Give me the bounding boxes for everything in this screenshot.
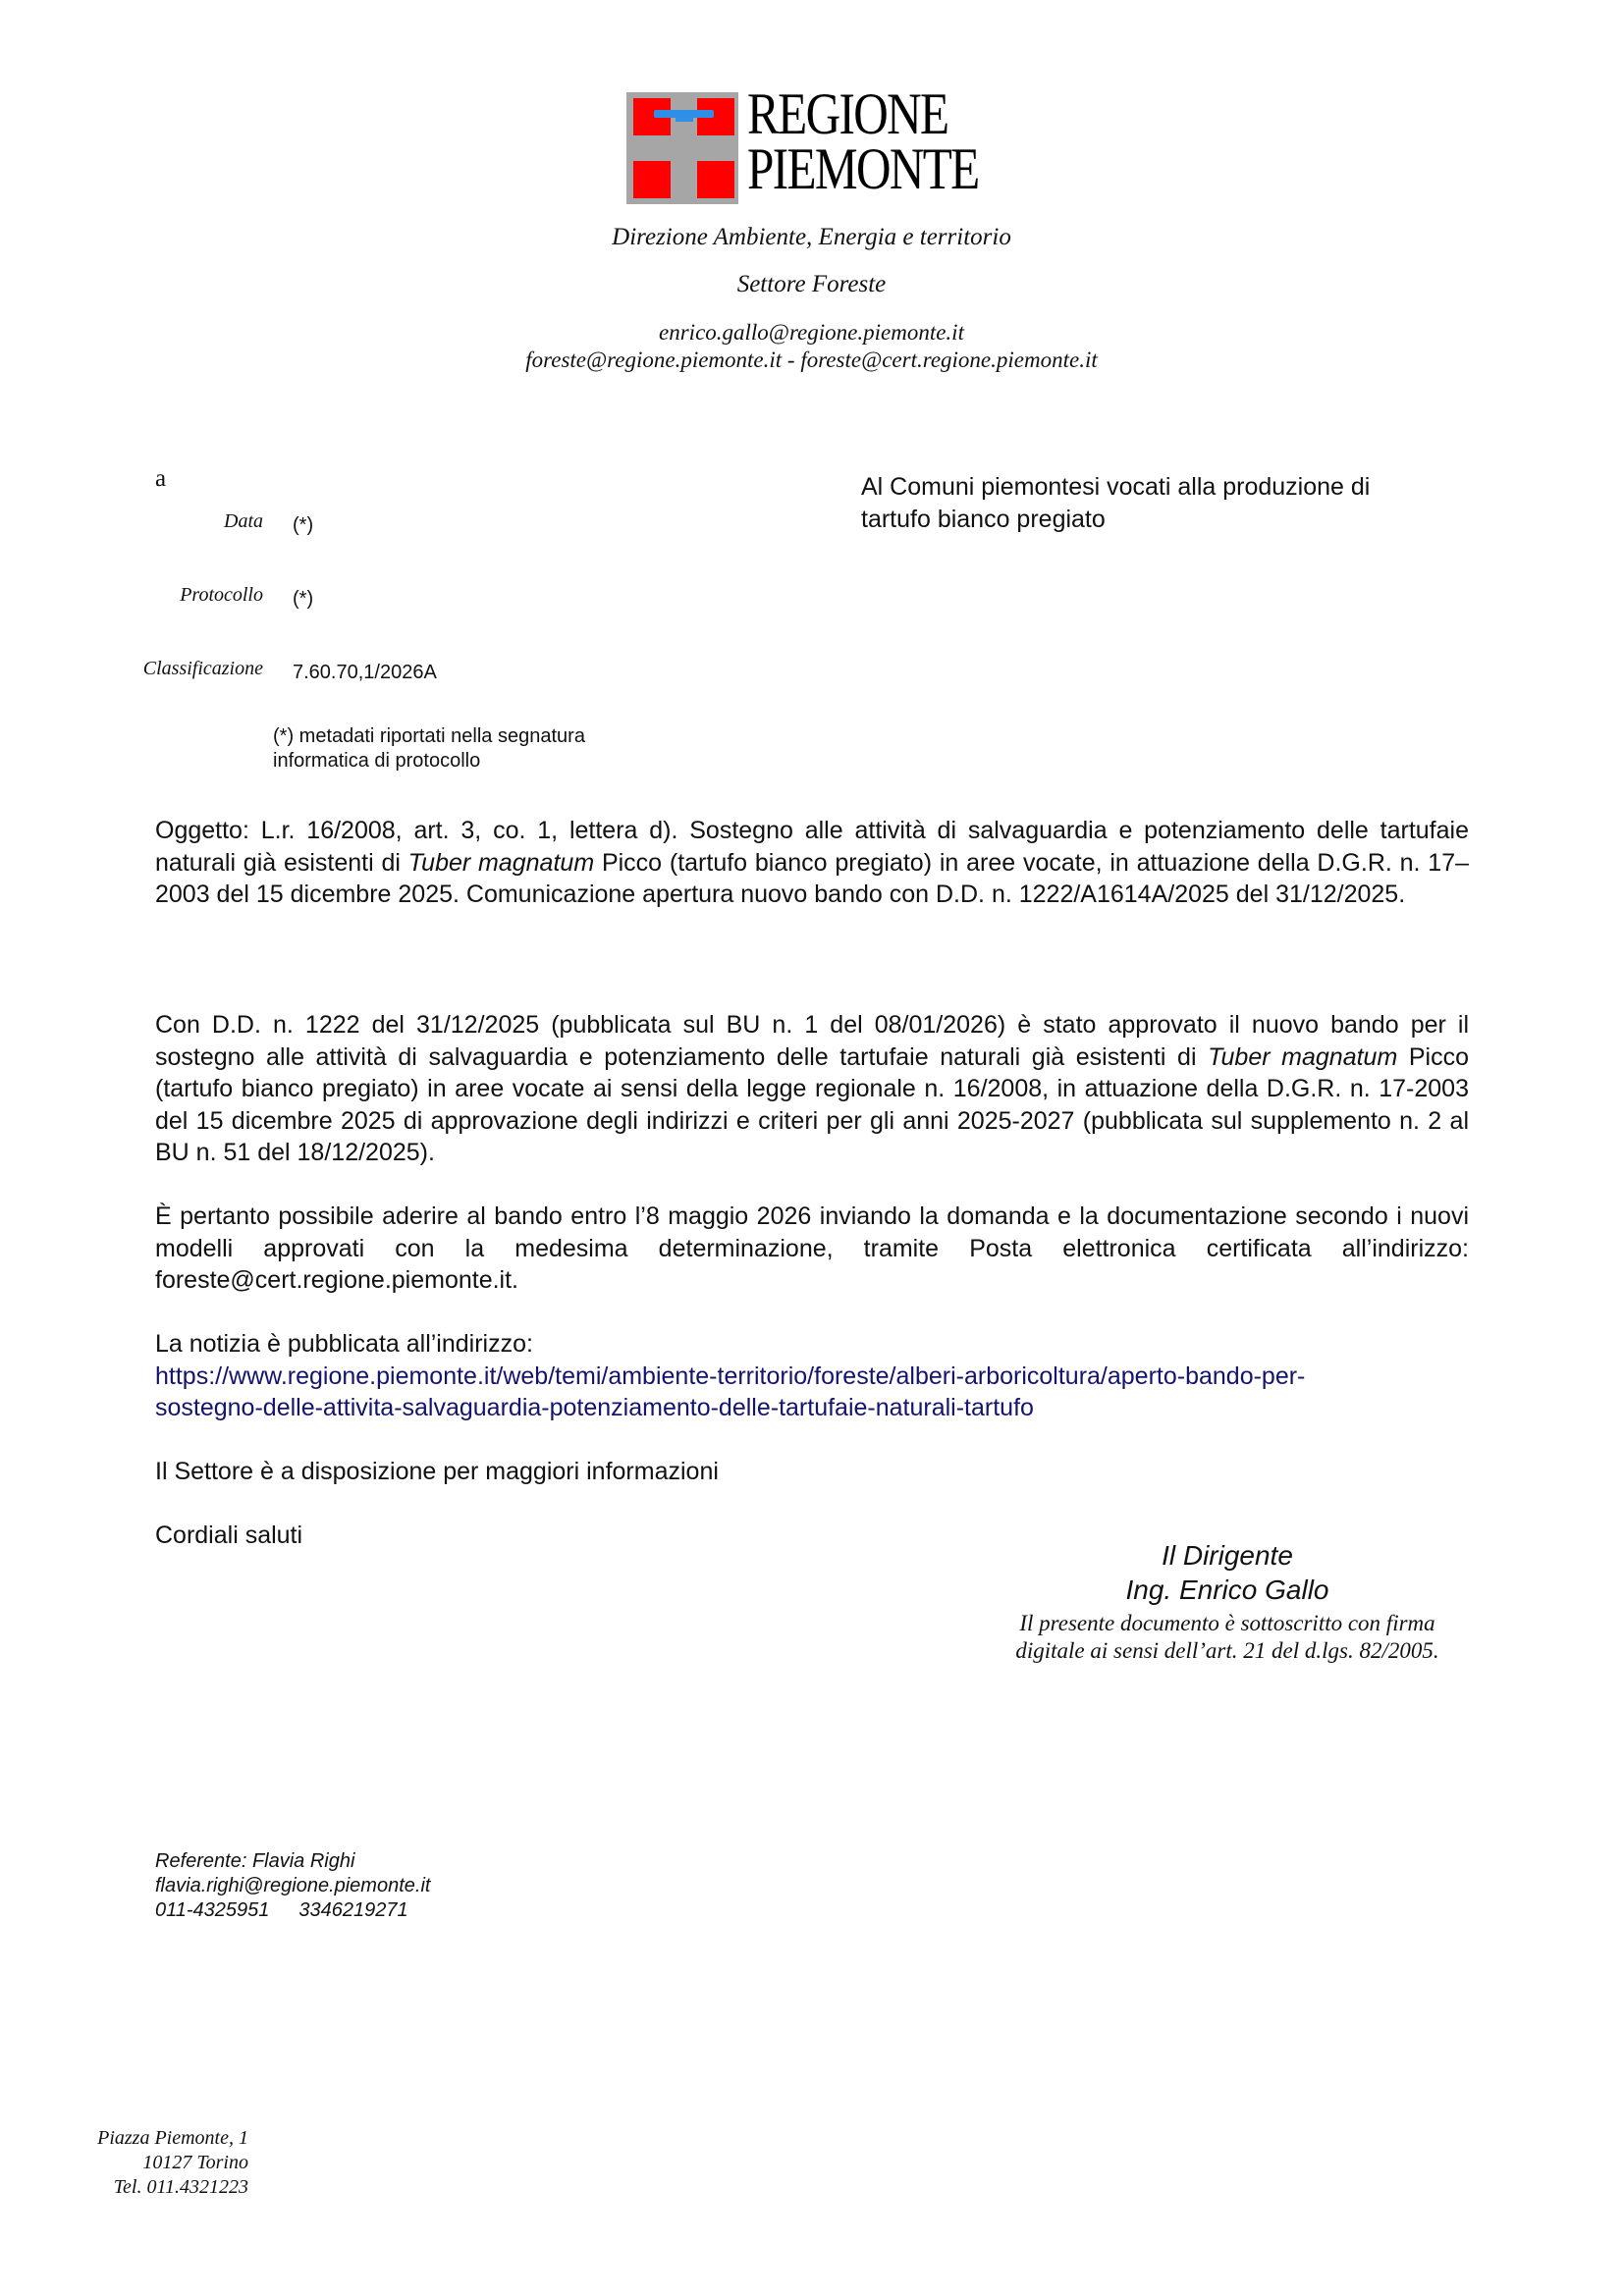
metadata-note: (*) metadati riportati nella segnatura informatica di protocollo	[273, 725, 585, 772]
news-link[interactable]: https://www.regione.piemonte.it/web/temi/ambiente-territorio/foreste/alberi-arboricoltura/aperto-bando-per- sostegno-delle-attivita-salvaguardia-potenziamento-delle-tartufaie-naturali-tartufo	[155, 1362, 1306, 1421]
referente-phones: 011-4325951 3346219271	[155, 1899, 408, 1921]
signature-title: Il Dirigente	[1162, 1540, 1293, 1571]
referente-name: Referente: Flavia Righi	[155, 1850, 355, 1872]
body-paragraph-2: È pertanto possibile aderire al bando entro l’8 maggio 2026 inviando la domanda e la documentazione secondo i nuovi modelli approvati con la medesima determinazione, tramite Posta elettronica certificata all’indirizzo: foreste@cert.regione.piemonte.it.	[155, 1202, 1469, 1294]
direzione-title: Direzione Ambiente, Energia e territorio	[612, 224, 1011, 250]
referente-email[interactable]: flavia.righi@regione.piemonte.it	[155, 1875, 431, 1896]
data-value: (*)	[293, 514, 314, 536]
subject-paragraph: Oggetto: L.r. 16/2008, art. 3, co. 1, lettera d). Sostegno alle attività di salvaguardia e potenziamento delle tartufaie naturali già esistenti di Tuber magnatum Picco (tartufo bianco pregiato) in aree vocate, in attuazione della D.G.R. n. 17–2003 del 15 dicembre 2025. Comunicazione apertura nuovo bando con D.D. n. 1222/A1614A/2025 del 31/12/2025.	[155, 817, 1469, 908]
regione-piemonte-logo	[626, 81, 1000, 206]
header-email-1[interactable]: enrico.gallo@regione.piemonte.it	[659, 320, 964, 345]
signature-name: Ing. Enrico Gallo	[1125, 1575, 1329, 1605]
closing-greeting: Cordiali saluti	[155, 1522, 303, 1549]
digital-signature-note: Il presente documento è sottoscritto con firma digitale ai sensi dell’art. 21 del d.lgs. 82/2005.	[1015, 1611, 1439, 1663]
settore-title: Settore Foreste	[736, 271, 887, 297]
logo-wordmark: REGIONE PIEMONTE	[747, 81, 979, 201]
body-paragraph-4: Il Settore è a disposizione per maggiori informazioni	[155, 1458, 719, 1485]
piemonte-coat-of-arms-icon	[626, 92, 738, 204]
protocollo-label: Protocollo	[180, 584, 263, 606]
data-label: Data	[224, 510, 263, 532]
header-email-2[interactable]: foreste@regione.piemonte.it - foreste@cert.regione.piemonte.it	[525, 347, 1098, 372]
recipient-prefix: a	[155, 465, 167, 492]
body-paragraph-3: La notizia è pubblicata all’indirizzo: https://www.regione.piemonte.it/web/temi/ambiente-territorio/foreste/alberi-arboricoltura/aperto-bando-per- sostegno-delle-attivita-salvaguardia-potenziamento-delle-tartufaie-naturali-tartufo	[155, 1330, 1306, 1421]
protocollo-value: (*)	[293, 588, 314, 610]
classificazione-value: 7.60.70,1/2026A	[293, 662, 437, 683]
classificazione-label: Classificazione	[142, 658, 263, 679]
body-paragraph-1: Con D.D. n. 1222 del 31/12/2025 (pubblicata sul BU n. 1 del 08/01/2026) è stato approvato il nuovo bando per il sostegno alle attività di salvaguardia e potenziamento delle tartufaie naturali già esistenti di Tuber magnatum Picco (tartufo bianco pregiato) in aree vocate ai sensi della legge regionale n. 16/2008, in attuazione della D.G.R. n. 17-2003 del 15 dicembre 2025 di approvazione degli indirizzi e criteri per gli anni 2025-2027 (pubblicata sul supplemento n. 2 al BU n. 51 del 18/12/2025).	[155, 1011, 1470, 1166]
referente-block	[155, 1849, 430, 1923]
recipient-block: Al Comuni piemontesi vocati alla produzione di tartufo bianco pregiato	[861, 473, 1371, 533]
office-address: Piazza Piemonte, 1 10127 Torino Tel. 011.4321223	[97, 2127, 248, 2198]
